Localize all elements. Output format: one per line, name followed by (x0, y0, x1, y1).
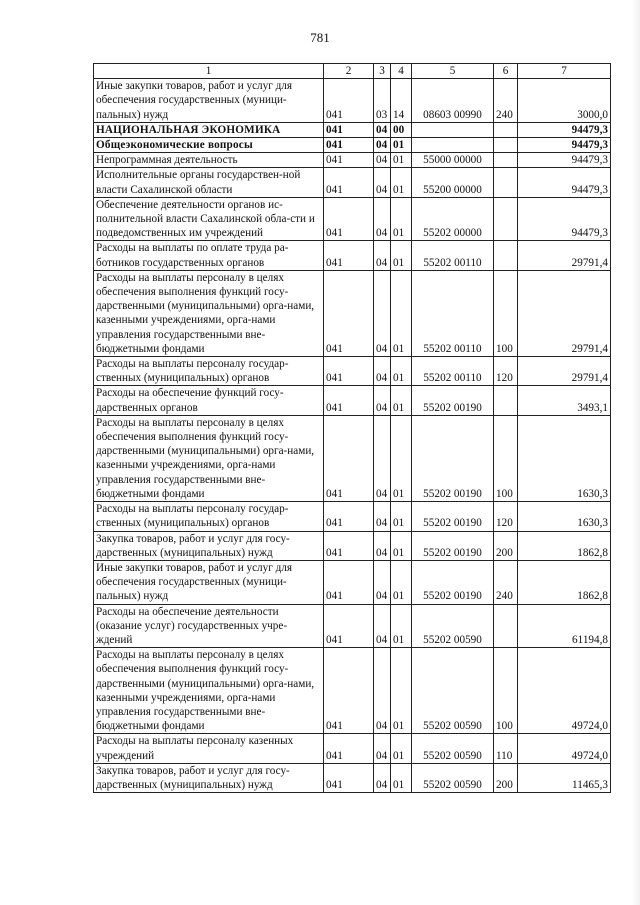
column-header: 4 (391, 64, 412, 79)
cell-expense-type (494, 122, 518, 137)
cell-section-code: 04 (374, 138, 391, 153)
cell-amount: 61194,8 (518, 604, 611, 648)
column-header: 2 (324, 64, 374, 79)
cell-expense-type (494, 153, 518, 168)
cell-section-code: 03 (374, 79, 391, 123)
column-header: 7 (518, 64, 611, 79)
cell-name: Расходы на выплаты персоналу в целях обеспечения выполнения функций госу-дарственными (муниципальными) орга-нами, казенными учреждениями, орга-нами управления государственными вне-бюджетными фондами (94, 270, 324, 356)
budget-table (93, 63, 611, 793)
cell-administrator-code: 041 (324, 241, 374, 270)
cell-amount: 94479,3 (518, 197, 611, 241)
cell-name: Непрограммная деятельность (94, 153, 324, 168)
table-row (94, 270, 611, 356)
table-row (94, 386, 611, 415)
cell-section-code: 04 (374, 386, 391, 415)
cell-target-article: 55200 00000 (412, 168, 494, 197)
column-header: 3 (374, 64, 391, 79)
cell-name: Общеэкономические вопросы (94, 138, 324, 153)
cell-administrator-code: 041 (324, 386, 374, 415)
cell-target-article: 55202 00000 (412, 197, 494, 241)
cell-administrator-code: 041 (324, 763, 374, 792)
cell-expense-type (494, 604, 518, 648)
table-header-row (94, 64, 611, 79)
cell-section-code: 04 (374, 168, 391, 197)
cell-name: Расходы на выплаты персоналу государ-ственных (муниципальных) органов (94, 357, 324, 386)
table-row (94, 560, 611, 604)
cell-administrator-code: 041 (324, 197, 374, 241)
cell-name: Закупка товаров, работ и услуг для госу-дарственных (муниципальных) нужд (94, 531, 324, 560)
table-row (94, 138, 611, 153)
cell-administrator-code: 041 (324, 604, 374, 648)
cell-administrator-code: 041 (324, 153, 374, 168)
cell-amount: 1862,8 (518, 531, 611, 560)
cell-administrator-code: 041 (324, 270, 374, 356)
table-row (94, 122, 611, 137)
cell-target-article: 55202 00190 (412, 560, 494, 604)
cell-name: Закупка товаров, работ и услуг для госу-дарственных (муниципальных) нужд (94, 763, 324, 792)
cell-section-code: 04 (374, 270, 391, 356)
cell-name: Расходы на выплаты персоналу государ-ственных (муниципальных) органов (94, 502, 324, 531)
cell-section-code: 04 (374, 502, 391, 531)
cell-subsection-code: 14 (391, 79, 412, 123)
cell-expense-type (494, 138, 518, 153)
cell-subsection-code: 01 (391, 531, 412, 560)
cell-section-code: 04 (374, 357, 391, 386)
table-row (94, 604, 611, 648)
cell-administrator-code: 041 (324, 138, 374, 153)
cell-target-article: 08603 00990 (412, 79, 494, 123)
cell-subsection-code: 00 (391, 122, 412, 137)
cell-section-code: 04 (374, 122, 391, 137)
table-row (94, 734, 611, 763)
cell-administrator-code: 041 (324, 531, 374, 560)
cell-amount: 49724,0 (518, 648, 611, 734)
cell-name: Расходы на выплаты персоналу казенных учреждений (94, 734, 324, 763)
cell-expense-type: 100 (494, 648, 518, 734)
cell-section-code: 04 (374, 604, 391, 648)
cell-amount: 11465,3 (518, 763, 611, 792)
column-header: 1 (94, 64, 324, 79)
cell-administrator-code: 041 (324, 560, 374, 604)
cell-amount: 94479,3 (518, 138, 611, 153)
scan-edge-shadow (632, 0, 640, 905)
cell-amount: 1630,3 (518, 415, 611, 501)
cell-subsection-code: 01 (391, 502, 412, 531)
cell-amount: 1862,8 (518, 560, 611, 604)
table-row (94, 502, 611, 531)
table-row (94, 415, 611, 501)
cell-expense-type (494, 197, 518, 241)
cell-subsection-code: 01 (391, 357, 412, 386)
cell-target-article: 55202 00110 (412, 357, 494, 386)
column-header: 5 (412, 64, 494, 79)
cell-section-code: 04 (374, 197, 391, 241)
cell-amount: 49724,0 (518, 734, 611, 763)
cell-expense-type: 100 (494, 415, 518, 501)
cell-administrator-code: 041 (324, 502, 374, 531)
cell-expense-type: 200 (494, 531, 518, 560)
page-number: 781 (310, 30, 330, 45)
cell-amount: 1630,3 (518, 502, 611, 531)
table-row (94, 241, 611, 270)
cell-amount: 29791,4 (518, 270, 611, 356)
cell-section-code: 04 (374, 415, 391, 501)
cell-expense-type: 100 (494, 270, 518, 356)
cell-section-code: 04 (374, 153, 391, 168)
cell-amount: 3000,0 (518, 79, 611, 123)
cell-amount: 94479,3 (518, 153, 611, 168)
cell-name: Исполнительные органы государствен-ной власти Сахалинской области (94, 168, 324, 197)
cell-subsection-code: 01 (391, 763, 412, 792)
cell-subsection-code: 01 (391, 386, 412, 415)
cell-target-article: 55202 00110 (412, 270, 494, 356)
cell-target-article (412, 122, 494, 137)
cell-subsection-code: 01 (391, 734, 412, 763)
cell-subsection-code: 01 (391, 153, 412, 168)
table-row (94, 531, 611, 560)
cell-administrator-code: 041 (324, 357, 374, 386)
cell-amount: 94479,3 (518, 168, 611, 197)
table-row (94, 357, 611, 386)
cell-target-article (412, 138, 494, 153)
cell-subsection-code: 01 (391, 604, 412, 648)
cell-expense-type: 120 (494, 502, 518, 531)
cell-administrator-code: 041 (324, 415, 374, 501)
cell-administrator-code: 041 (324, 79, 374, 123)
cell-subsection-code: 01 (391, 270, 412, 356)
table-row (94, 197, 611, 241)
cell-target-article: 55202 00190 (412, 502, 494, 531)
cell-administrator-code: 041 (324, 648, 374, 734)
cell-section-code: 04 (374, 241, 391, 270)
cell-target-article: 55202 00190 (412, 415, 494, 501)
cell-expense-type: 240 (494, 560, 518, 604)
cell-amount: 3493,1 (518, 386, 611, 415)
cell-name: НАЦИОНАЛЬНАЯ ЭКОНОМИКА (94, 122, 324, 137)
cell-section-code: 04 (374, 763, 391, 792)
cell-target-article: 55202 00590 (412, 604, 494, 648)
cell-section-code: 04 (374, 648, 391, 734)
cell-expense-type: 200 (494, 763, 518, 792)
cell-name: Расходы на выплаты персоналу в целях обеспечения выполнения функций госу-дарственными (муниципальными) орга-нами, казенными учреждениями, орга-нами управления государственными вне-бюджетными фондами (94, 648, 324, 734)
table-row (94, 168, 611, 197)
cell-target-article: 55202 00590 (412, 648, 494, 734)
cell-subsection-code: 01 (391, 197, 412, 241)
cell-administrator-code: 041 (324, 734, 374, 763)
cell-name: Иные закупки товаров, работ и услуг для обеспечения государственных (муници-пальных) нужд (94, 79, 324, 123)
cell-expense-type (494, 241, 518, 270)
cell-subsection-code: 01 (391, 138, 412, 153)
cell-name: Расходы на выплаты персоналу в целях обеспечения выполнения функций госу-дарственными (муниципальными) орга-нами, казенными учреждениями, орга-нами управления государственными вне-бюджетными фондами (94, 415, 324, 501)
cell-amount: 29791,4 (518, 241, 611, 270)
cell-expense-type: 120 (494, 357, 518, 386)
cell-section-code: 04 (374, 560, 391, 604)
cell-subsection-code: 01 (391, 241, 412, 270)
cell-subsection-code: 01 (391, 168, 412, 197)
cell-administrator-code: 041 (324, 122, 374, 137)
cell-target-article: 55202 00590 (412, 763, 494, 792)
cell-subsection-code: 01 (391, 415, 412, 501)
table-row (94, 153, 611, 168)
cell-target-article: 55000 00000 (412, 153, 494, 168)
cell-name: Расходы на выплаты по оплате труда ра-ботников государственных органов (94, 241, 324, 270)
cell-name: Расходы на обеспечение деятельности (оказание услуг) государственных учре-ждений (94, 604, 324, 648)
table-row (94, 763, 611, 792)
cell-target-article: 55202 00590 (412, 734, 494, 763)
cell-expense-type (494, 386, 518, 415)
cell-expense-type (494, 168, 518, 197)
cell-target-article: 55202 00190 (412, 386, 494, 415)
cell-expense-type: 240 (494, 79, 518, 123)
cell-administrator-code: 041 (324, 168, 374, 197)
cell-section-code: 04 (374, 531, 391, 560)
column-header: 6 (494, 64, 518, 79)
cell-amount: 29791,4 (518, 357, 611, 386)
cell-subsection-code: 01 (391, 560, 412, 604)
cell-expense-type: 110 (494, 734, 518, 763)
table-row (94, 648, 611, 734)
cell-target-article: 55202 00190 (412, 531, 494, 560)
cell-name: Расходы на обеспечение функций госу-дарственных органов (94, 386, 324, 415)
cell-amount: 94479,3 (518, 122, 611, 137)
cell-subsection-code: 01 (391, 648, 412, 734)
table-body (94, 79, 611, 793)
cell-name: Обеспечение деятельности органов ис-полнительной власти Сахалинской обла-сти и подведомственных им учреждений (94, 197, 324, 241)
cell-section-code: 04 (374, 734, 391, 763)
cell-target-article: 55202 00110 (412, 241, 494, 270)
table-row (94, 79, 611, 123)
cell-name: Иные закупки товаров, работ и услуг для обеспечения государственных (муници-пальных) нужд (94, 560, 324, 604)
